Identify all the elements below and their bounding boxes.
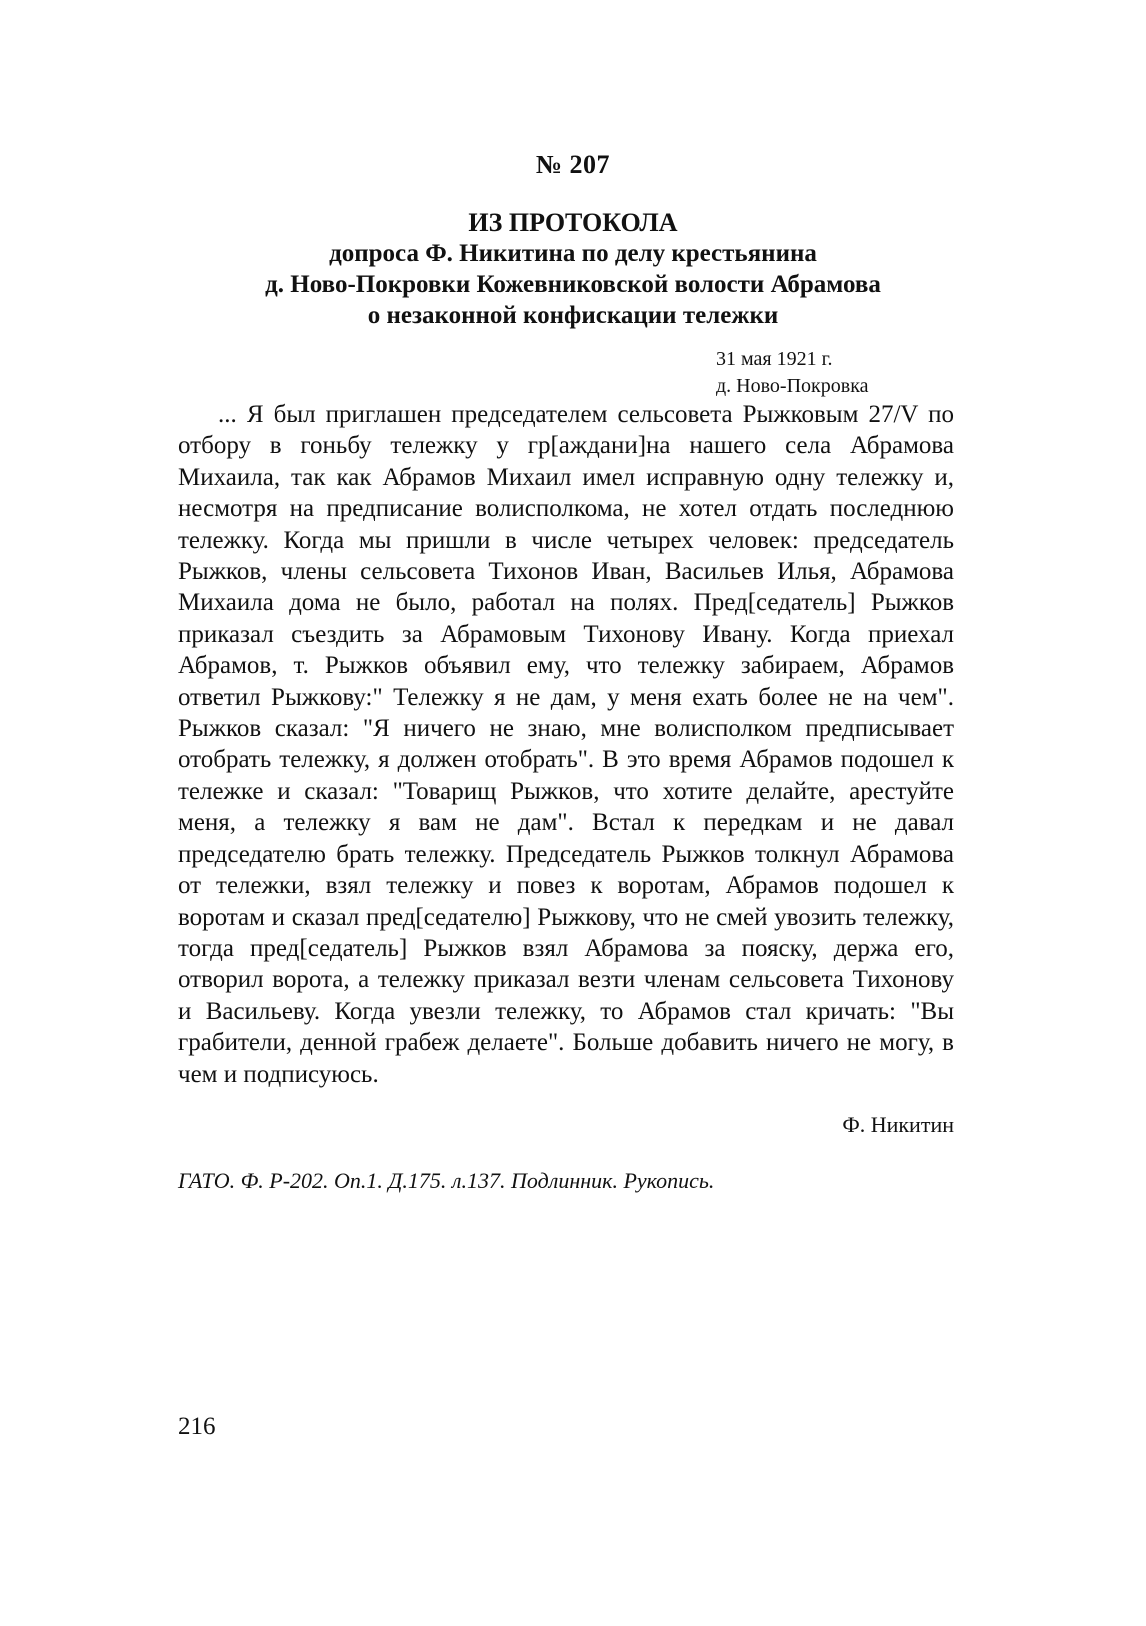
protocol-body-text: ... Я был приглашен председателем сельсовета Рыжковым 27/V по отбору в гоньбу тележку у гр[аждани]на нашего села Абрамова Михаила, так как Абрамов Михаил имел исправную одну тележку и, несмотря на предписание волисполкома, не хотел отдать последнюю тележку. Когда мы пришли в числе четырех человек: председатель Рыжков, члены сельсовета Тихонов Иван, Васильев Илья, Абрамова Михаила дома не было, работал на полях. Пред[седатель] Рыжков приказал съездить за Абрамовым Тихонову Ивану. Когда приехал Абрамов, т. Рыжков объявил ему, что тележку забираем, Абрамов ответил Рыжкову:" Тележку я не дам, у меня ехать более не на чем". Рыжков сказал: "Я ничего не знаю, мне волисполком предписывает отобрать тележку, я должен отобрать". В это время Абрамов подошел к тележке и сказал: "Товарищ Рыжков, что хотите делайте, арестуйте меня, а тележку я вам не дам". Встал к передкам и не давал председателю брать тележку. Председатель Рыжков толкнул Абрамова от тележки, взял тележку и повез к воротам, Абрамов подошел к воротам и сказал пред[седателю] Рыжкову, что не смей увозить тележку, тогда пред[седатель] Рыжков взял Абрамова за пояску, держа его, отворил ворота, а тележку приказал везти членам сельсовета Тихонову и Васильеву. Когда увезли тележку, то Абрамов стал кричать: "Вы грабители, денной грабеж делаете". Больше добавить ничего не могу, в чем и подписуюсь. <box>178 401 954 1088</box>
date-place-block <box>716 346 868 400</box>
title-line-4: о незаконной конфискации тележки <box>367 302 779 329</box>
document-date: 31 мая 1921 г. <box>716 348 833 370</box>
title-line-2: допроса Ф. Никитина по делу крестьянина <box>329 240 817 267</box>
document-title <box>0 207 1146 331</box>
signature: Ф. Никитин <box>842 1112 954 1137</box>
title-main: ИЗ ПРОТОКОЛА <box>468 208 678 237</box>
title-line-3: д. Ново-Покровки Кожевниковской волости Абрамова <box>265 271 881 298</box>
document-number: № 207 <box>535 150 611 179</box>
document-place: д. Ново-Покровка <box>716 375 869 397</box>
page-number: 216 <box>178 1413 216 1440</box>
archive-reference: ГАТО. Ф. Р-202. Оп.1. Д.175. л.137. Подлинник. Рукопись. <box>178 1168 715 1193</box>
